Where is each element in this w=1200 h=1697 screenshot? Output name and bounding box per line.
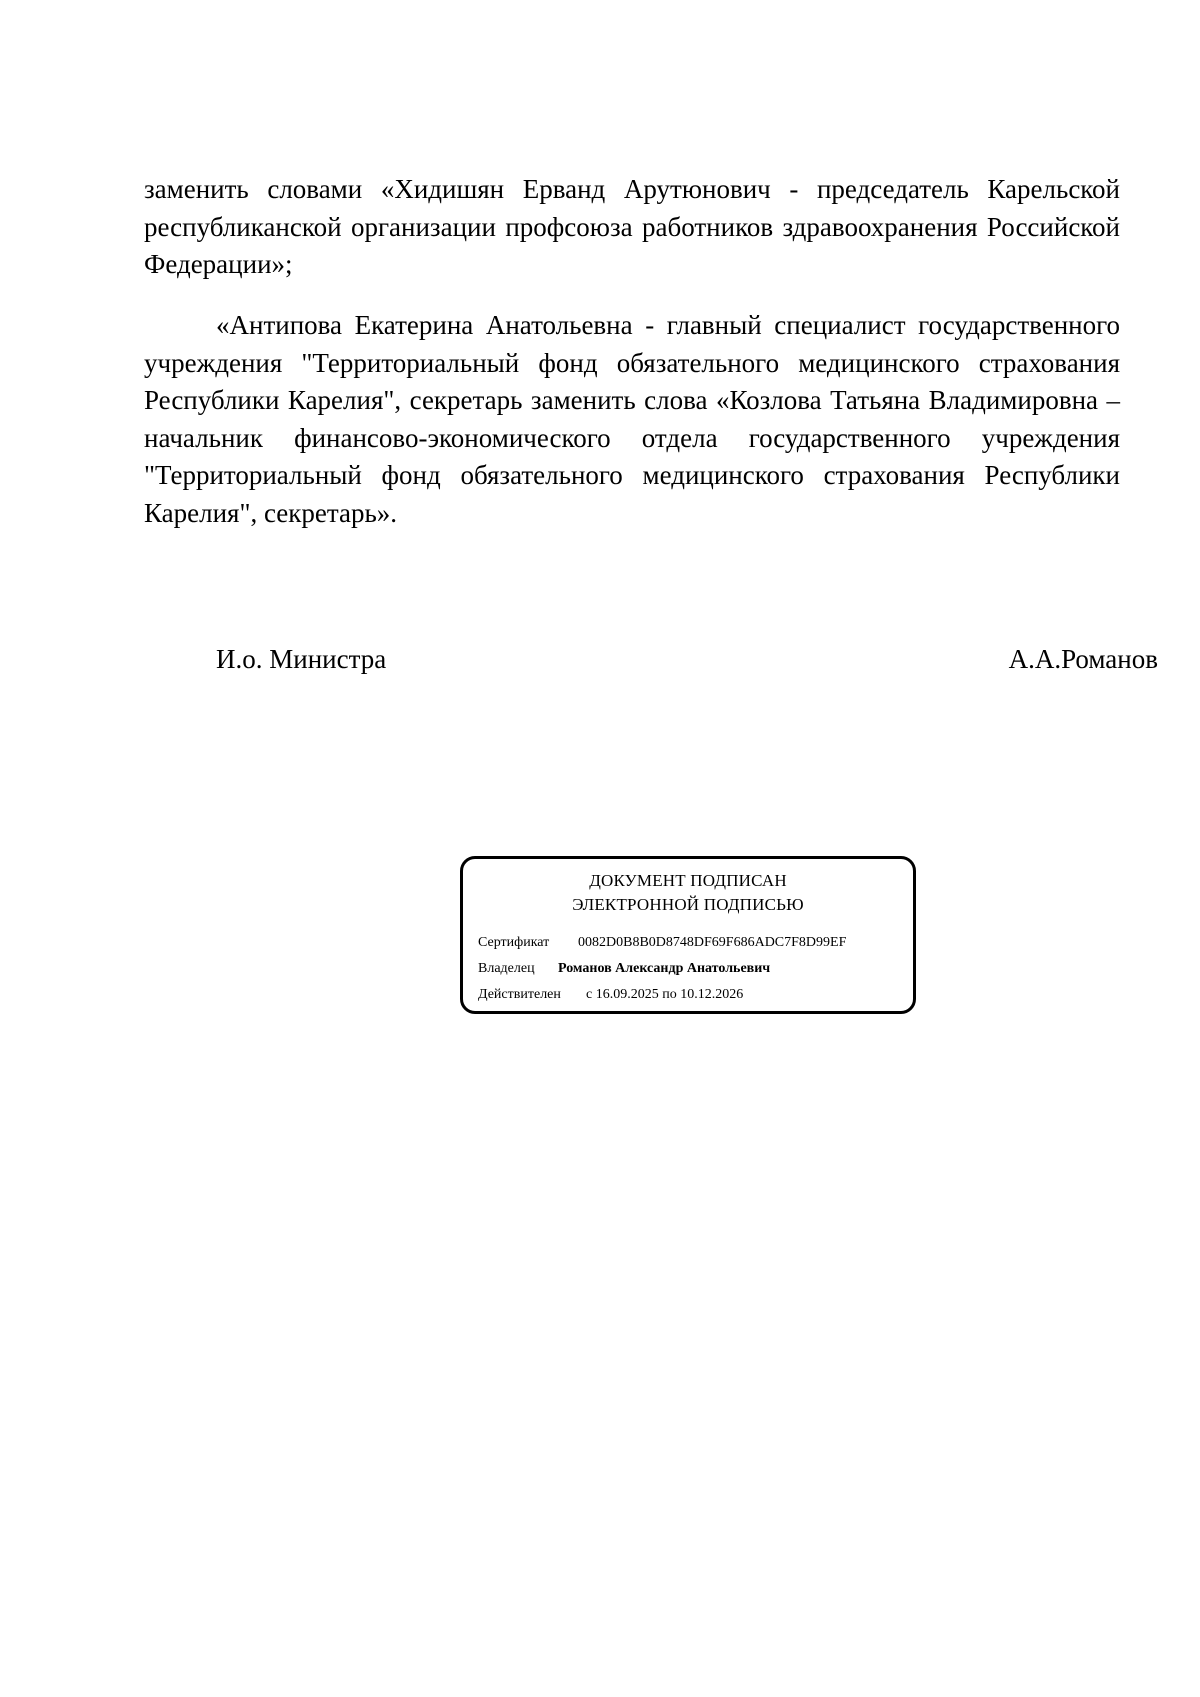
certificate-value: 0082D0B8B0D8748DF69F686ADC7F8D99EF — [578, 935, 847, 950]
signatory-title: И.о. Министра — [216, 644, 387, 674]
stamp-heading — [463, 869, 913, 917]
owner-value: Романов Александр Анатольевич — [558, 961, 771, 976]
stamp-owner-row — [478, 959, 770, 979]
stamp-heading-line-2: ЭЛЕКТРОННОЙ ПОДПИСЬЮ — [572, 895, 804, 914]
owner-label: Владелец — [478, 961, 535, 976]
signature-block — [216, 639, 1158, 679]
stamp-heading-line-1: ДОКУМЕНТ ПОДПИСАН — [589, 871, 787, 890]
validity-label: Действителен — [478, 987, 561, 1002]
body-paragraph-2: «Антипова Екатерина Анатольевна - главный специалист государственного учреждения "Территориальный фонд обязательного медицинского страхования Республики Карелия", секретарь заменить слова «Козлова Татьяна Владимировна – начальник финансово-экономического отдела государственного учреждения "Территориальный фонд обязательного медицинского страхования Республики Карелия", секретарь». — [144, 310, 1120, 528]
validity-value: с 16.09.2025 по 10.12.2026 — [586, 987, 744, 1002]
signatory-name: А.А.Романов — [1008, 644, 1158, 674]
stamp-validity-row — [478, 985, 743, 1005]
body-paragraph-1: заменить словами «Хидишян Ерванд Арутюнович - председатель Карельской республиканской организации профсоюза работников здравоохранения Российской Федерации»; — [144, 174, 1120, 280]
certificate-label: Сертификат — [478, 935, 550, 950]
stamp-certificate-row — [478, 933, 846, 953]
electronic-signature-stamp — [460, 856, 916, 1014]
